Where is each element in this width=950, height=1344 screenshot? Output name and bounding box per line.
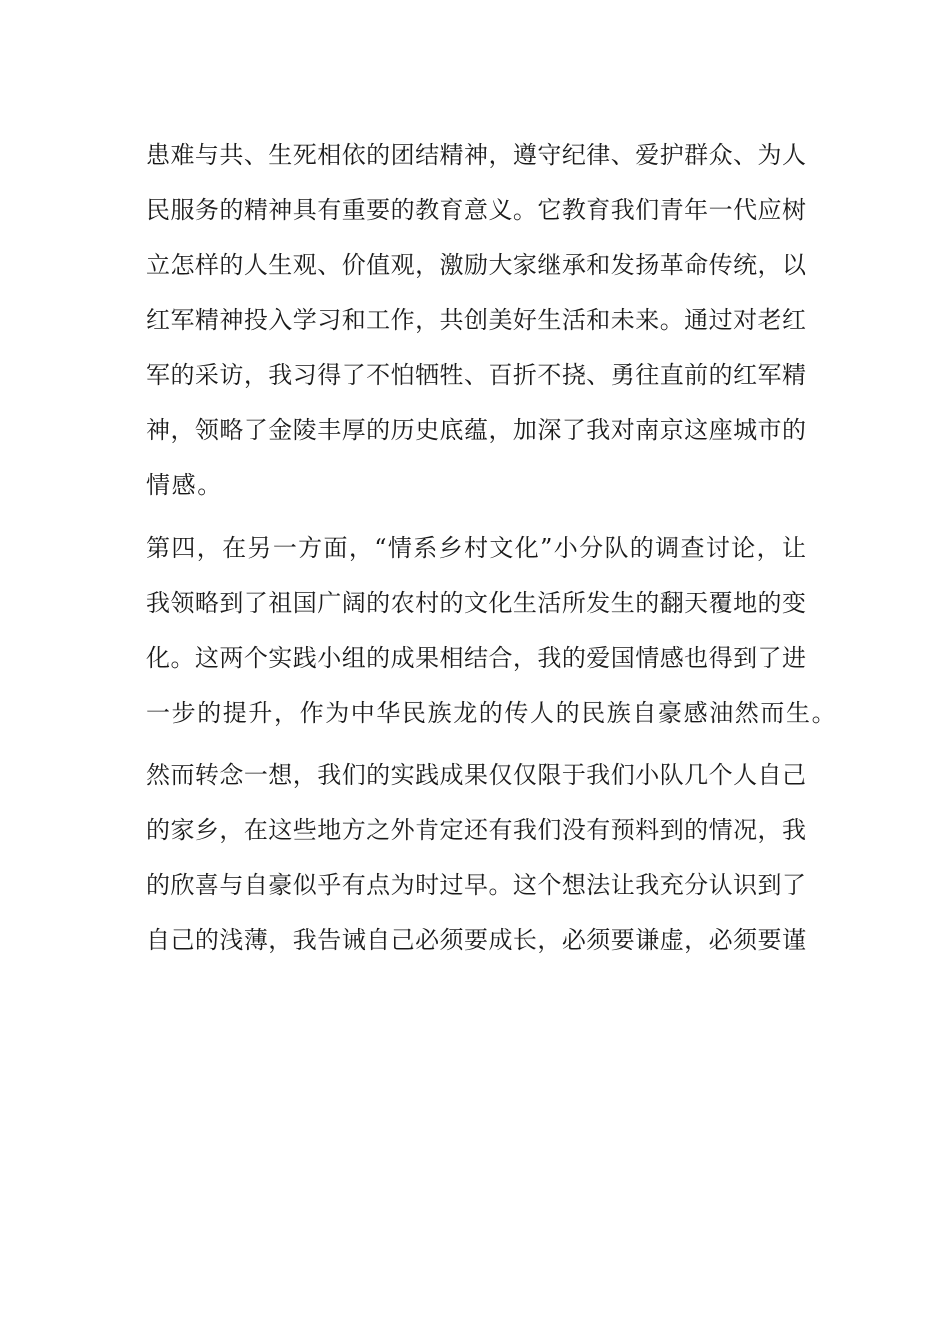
text-line: 军的采访，我习得了不怕牺牲、百折不挠、勇往直前的红军精	[146, 361, 806, 389]
text-line: 化。这两个实践小组的成果相结合，我的爱国情感也得到了进	[146, 643, 806, 672]
text-line: 一步的提升，作为中华民族龙的传人的民族自豪感油然而生。	[146, 698, 838, 727]
paragraph-gap	[146, 741, 806, 749]
text-line: 情感。	[146, 471, 223, 499]
text-line: 的欣喜与自豪似乎有点为时过早。这个想法让我充分认识到了	[146, 871, 806, 899]
text-line: 立怎样的人生观、价值观，激励大家继承和发扬革命传统，以	[146, 251, 806, 279]
paragraph-1	[146, 128, 806, 513]
paragraph-gap	[146, 513, 806, 521]
text-line: 红军精神投入学习和工作，共创美好生活和未来。通过对老红	[146, 306, 806, 334]
text-line: 然而转念一想，我们的实践成果仅仅限于我们小队几个人自己	[146, 761, 806, 789]
paragraph-3	[146, 748, 806, 968]
text-line: 自己的浅薄，我告诫自己必须要成长，必须要谦虚，必须要谨	[146, 926, 806, 954]
text-line: 患难与共、生死相依的团结精神，遵守纪律、爱护群众、为人	[146, 141, 806, 169]
document-body	[146, 128, 838, 968]
text-line: 我领略到了祖国广阔的农村的文化生活所发生的翻天覆地的变	[146, 588, 806, 617]
text-line: 民服务的精神具有重要的教育意义。它教育我们青年一代应树	[146, 196, 806, 224]
text-line: 神，领略了金陵丰厚的历史底蕴，加深了我对南京这座城市的	[146, 416, 806, 444]
text-line: 的家乡，在这些地方之外肯定还有我们没有预料到的情况，我	[146, 816, 806, 844]
paragraph-2	[146, 521, 838, 741]
text-line: 第四，在另一方面，“情系乡村文化”小分队的调查讨论，让	[146, 533, 806, 562]
